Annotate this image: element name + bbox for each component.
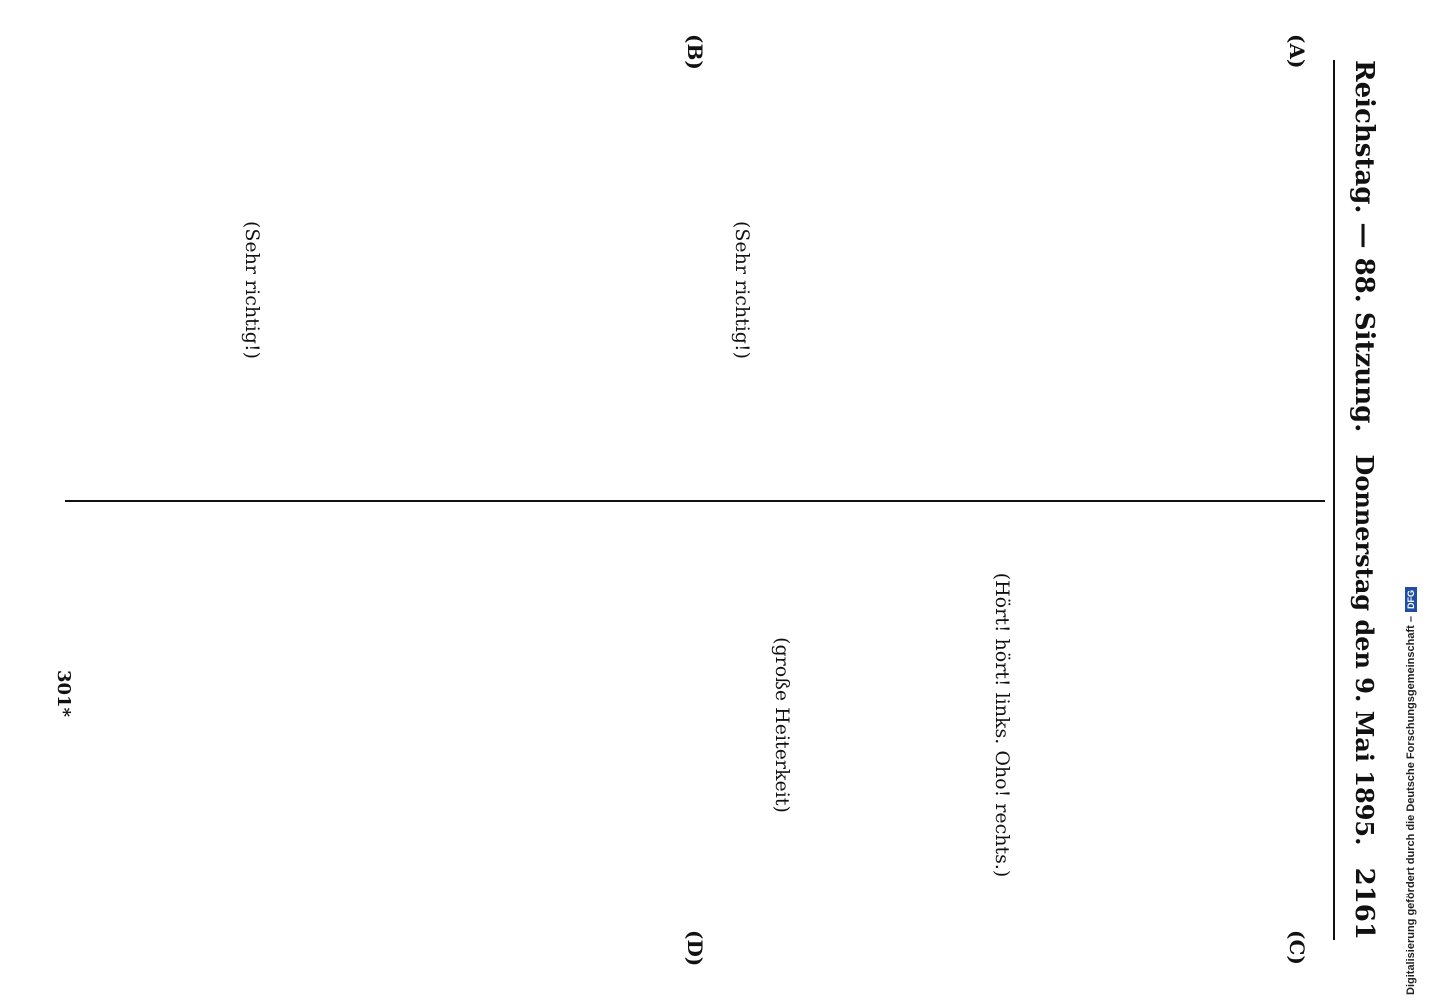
digitization-credit-text: Digitalisierung gefördert durch die Deutsche Forschungsgemeinschaft – xyxy=(1405,616,1417,995)
newspaper-page xyxy=(45,30,1397,970)
margin-letter-a: (A) xyxy=(1285,34,1309,69)
left-column xyxy=(77,85,1317,495)
page-header xyxy=(1339,60,1379,940)
digitization-credit xyxy=(1405,587,1417,995)
margin-letter-c: (C) xyxy=(1285,930,1309,965)
header-rule xyxy=(1333,60,1335,940)
margin-letter-d: (D) xyxy=(683,930,707,967)
interjection-right-2: (große Heiterkeit) xyxy=(771,637,793,813)
right-column xyxy=(77,520,1317,930)
interjection-right-1: (Hört! hört! links. Oho! rechts.) xyxy=(991,572,1013,878)
column-divider xyxy=(65,500,1325,502)
header-left-title: Reichstag. — 88. Sitzung. xyxy=(1349,60,1379,433)
interjection-left-1: (Sehr richtig!) xyxy=(731,221,753,359)
page-number: 2161 xyxy=(1349,867,1379,940)
header-date: Donnerstag den 9. Mai 1895. xyxy=(1350,454,1379,846)
margin-letter-b: (B) xyxy=(683,34,707,70)
sheet-signature-mark: 301* xyxy=(53,670,74,717)
dfg-logo: DFG xyxy=(1405,587,1417,612)
interjection-left-2: (Sehr richtig!) xyxy=(241,221,263,359)
